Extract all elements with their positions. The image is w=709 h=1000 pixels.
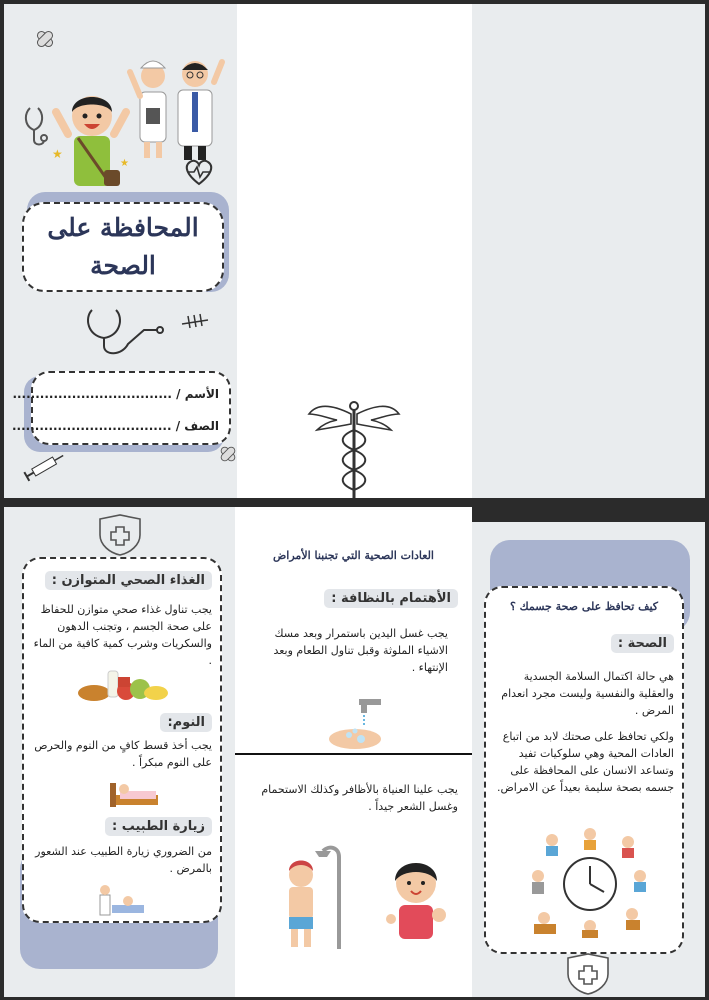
habits-heading: العادات الصحية التي تجنبنا الأمراض: [273, 549, 434, 562]
healthy-food-illustration: [74, 663, 174, 705]
class-field[interactable]: الصف / ...................................: [11, 419, 219, 433]
food-text: يجب تناول غذاء صحي متوازن للحفاظ على صحة الجسم ، وتجنب الدهون والسكريات وشرب كمية كافية من الماء .: [33, 603, 212, 667]
bandage-icon: [34, 28, 56, 50]
caduceus-icon: [307, 400, 401, 498]
health-label: الصحة :: [611, 634, 674, 653]
cover-title-line2: الصحة: [90, 251, 156, 280]
health-keep-text: ولكي تحافظ على صحتك لابد من اتباع العادات المحية وهي سلوكيات تفيد وتساعد الانسان على المحافظة على جسمه بصحة سليمة بعيداً عن الامراض.: [497, 730, 674, 794]
shield-icon: [96, 513, 144, 557]
doctor-text: من الضروري زيارة الطبيب عند الشعور بالمرض .: [35, 845, 212, 875]
tips-panel: [4, 507, 235, 997]
shower-illustration: [275, 841, 347, 951]
stethoscope-line-icon: [82, 302, 166, 358]
stitches-icon: [180, 312, 210, 332]
food-label: الغذاء الصحي المتوازن :: [45, 571, 212, 590]
back-cover-panel: [472, 4, 705, 498]
sleeping-child-illustration: [108, 779, 160, 809]
girl-clean-hands-illustration: [383, 853, 449, 943]
tips-card: [22, 557, 222, 923]
doctor-visit-illustration: [98, 883, 146, 919]
syringe-icon: [22, 452, 68, 480]
stethoscope-icon: [22, 104, 50, 150]
hygiene-text: يجب غسل اليدين باستمرار وبعد مسك الاشياء الملوثة وقبل تناول الطعام وبعد الإنتهاء .: [273, 627, 448, 674]
shield-icon: [564, 952, 612, 996]
cover-panel: [4, 4, 237, 498]
bandage-icon: [218, 444, 238, 464]
section-divider: [235, 753, 474, 755]
svg-text:★: ★: [52, 147, 63, 161]
doctor-label: زيارة الطبيب :: [105, 817, 212, 836]
daily-routine-clock-illustration: [528, 826, 652, 940]
name-class-box: [11, 371, 231, 445]
center-panel: [237, 4, 472, 498]
sleep-label: النوم:: [160, 713, 212, 732]
health-definition: هي حالة اكتمال السلامة الجسدية والعقلية والنفسية وليست مجرد انعدام المرض .: [501, 670, 674, 717]
health-heading: كيف تحافظ على صحة جسمك ؟: [509, 600, 659, 613]
hygiene-label: الأهتمام بالنظافة :: [324, 589, 458, 608]
svg-text:★: ★: [120, 158, 129, 169]
name-field[interactable]: الأسم / ...................................: [12, 387, 219, 401]
health-card: [484, 586, 684, 954]
sleep-text: يجب أخذ قسط كافٍ من النوم والحرص على النوم مبكراً .: [34, 739, 212, 769]
cover-title-box: [22, 202, 224, 292]
doctor-nurse-illustration: [122, 52, 226, 164]
habits-panel: [235, 507, 472, 997]
health-panel: [472, 522, 705, 997]
heart-monitor-icon: [184, 158, 214, 186]
cover-title-line1: المحافظة على: [47, 213, 199, 242]
nails-text: يجب علينا العنياة بالأظافر وكذلك الاستحمام وغسل الشعر جيداً .: [261, 783, 458, 813]
hand-washing-icon: [325, 695, 385, 753]
